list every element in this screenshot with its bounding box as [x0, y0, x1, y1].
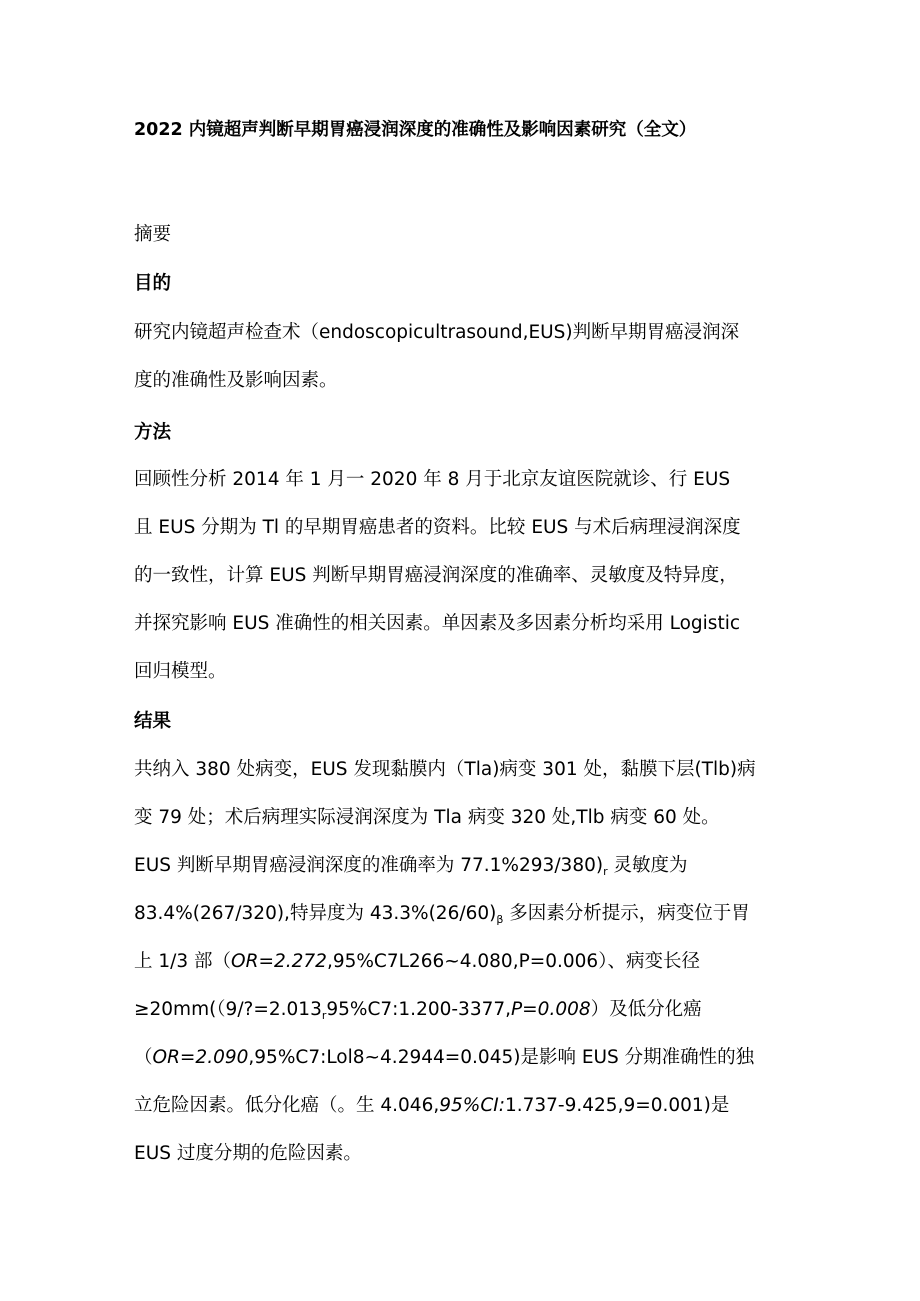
- abstract-label: 摘要: [134, 224, 172, 245]
- results-line: 变 79 处；术后病理实际浸润深度为 Tla 病变 320 处,Tlb 病变 60 处。: [134, 807, 720, 828]
- results-text: ,95%C7:Lol8~4.2944=0.045)是影响 EUS 分期准确性的独: [248, 1047, 755, 1068]
- results-text: EUS 判断早期胃癌浸润深度的准确率为 77.1%293/380): [134, 855, 604, 876]
- results-subscript: r: [321, 1009, 327, 1022]
- results-line: 共纳入 380 处病变，EUS 发现黏膜内（Tla)病变 301 处，黏膜下层(Tlb)病: [134, 759, 756, 780]
- results-italic: 95%CI:: [439, 1095, 505, 1116]
- results-text: （: [134, 1047, 153, 1068]
- results-italic: P=0.008: [511, 999, 591, 1020]
- results-italic: OR=2.090: [152, 1047, 249, 1068]
- objective-line: 度的准确性及影响因素。: [134, 370, 338, 391]
- results-line: [134, 851, 688, 878]
- results-line: EUS 过度分期的危险因素。: [134, 1143, 362, 1164]
- results-text: 1.737-9.425,9=0.001)是: [504, 1095, 730, 1116]
- results-text: 立危险因素。低分化癌（。生 4.046,: [134, 1095, 440, 1116]
- results-text: 灵敏度为: [613, 855, 688, 876]
- results-line: [134, 1091, 729, 1117]
- objective-heading: 目的: [134, 273, 172, 294]
- results-text: 上 1/3 部（: [134, 951, 232, 972]
- results-line: [134, 1043, 754, 1069]
- results-text: ≥20mm(（9/?=2.013: [134, 999, 322, 1020]
- methods-line: 的一致性，计算 EUS 判断早期胃癌浸润深度的准确率、灵敏度及特异度，: [134, 565, 738, 586]
- results-text: 多因素分析提示，病变位于胃: [509, 903, 750, 924]
- results-line: [134, 947, 700, 973]
- results-text: ,95%C7L266~4.080,P=0.006）、病变长径: [326, 951, 700, 972]
- document-title: 2022 内镜超声判断早期胃癌浸润深度的准确性及影响因素研究（全文）: [134, 120, 697, 140]
- results-text: ）及低分化癌: [590, 999, 702, 1020]
- results-text: 95%C7:1.200-3377,: [326, 999, 512, 1020]
- results-italic: OR=2.272: [231, 951, 327, 972]
- methods-line: 回顾性分析 2014 年 1 月一 2020 年 8 月于北京友谊医院就诊、行 EUS: [134, 469, 731, 490]
- results-line: [134, 899, 750, 926]
- methods-line: 且 EUS 分期为 Tl 的早期胃癌患者的资料。比较 EUS 与术后病理浸润深度: [134, 517, 741, 538]
- methods-line: 并探究影响 EUS 准确性的相关因素。单因素及多因素分析均采用 Logistic: [134, 613, 741, 634]
- results-subscript: β: [496, 913, 504, 926]
- methods-line: 回归模型。: [134, 661, 227, 682]
- objective-line: 研究内镜超声检查术（endoscopicultrasound,EUS)判断早期胃癌浸润深: [134, 322, 740, 343]
- results-heading: 结果: [134, 711, 172, 732]
- results-text: 83.4%(267/320),特异度为 43.3%(26/60): [134, 903, 497, 924]
- results-line: [134, 995, 702, 1022]
- results-subscript: r: [603, 865, 608, 878]
- methods-heading: 方法: [134, 422, 172, 443]
